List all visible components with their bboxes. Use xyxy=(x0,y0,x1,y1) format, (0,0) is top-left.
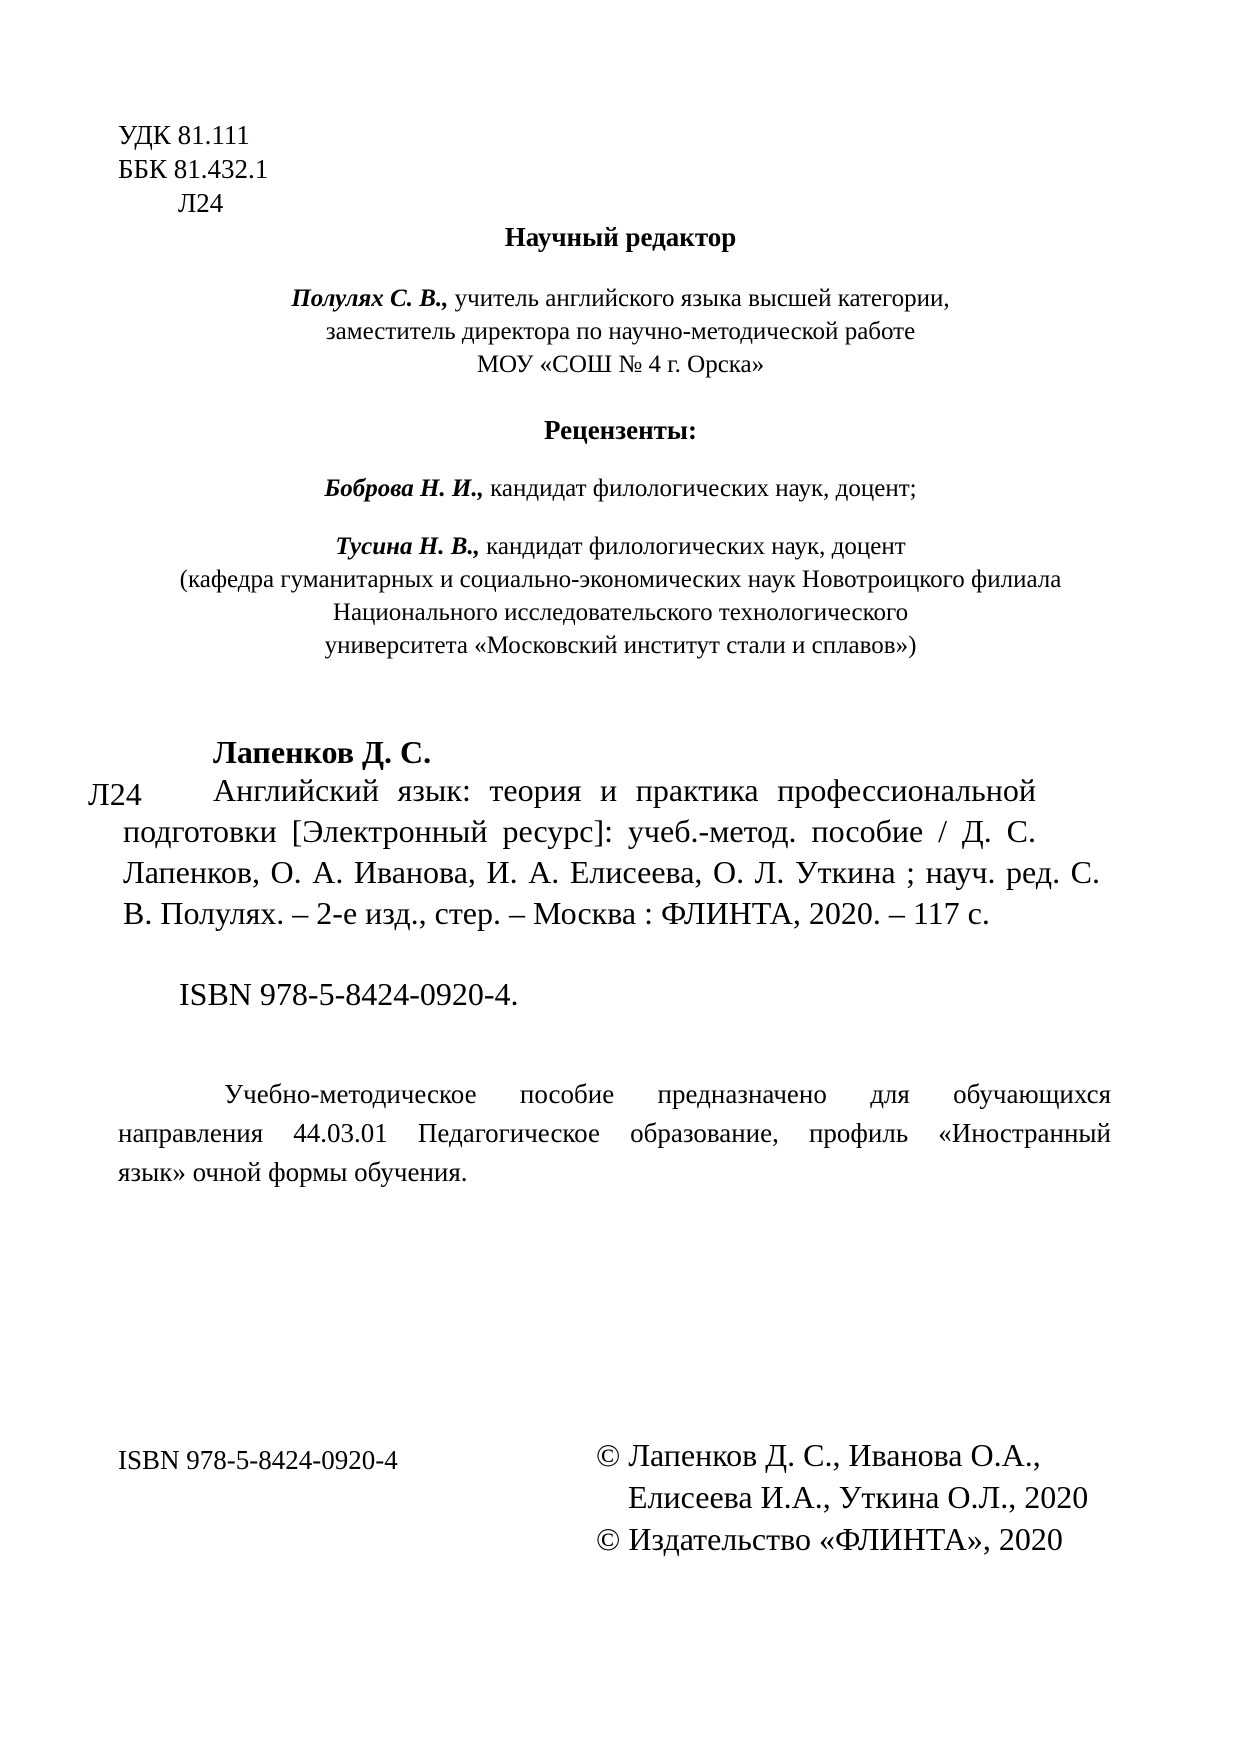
editor-heading: Научный редактор xyxy=(504,222,737,252)
copyright-authors-1: © Лапенков Д. С., Иванова О.А., xyxy=(596,1437,1041,1473)
catalog-line-1: Английский язык: теория и практика профессиональной xyxy=(213,772,1036,808)
copyright-publisher: © Издательство «ФЛИНТА», 2020 xyxy=(596,1521,1063,1557)
annotation-line-1: Учебно-методическое пособие предназначено для обучающихся xyxy=(224,1079,1111,1109)
reviewer-1-title: кандидат филологических наук, доцент; xyxy=(483,475,917,502)
editor-line-2: заместитель директора по научно-методической работе xyxy=(325,318,916,345)
annotation-line-2: направления 44.03.01 Педагогическое образование, профиль «Иностранный xyxy=(118,1118,1111,1148)
editor-line-3: МОУ «СОШ № 4 г. Орска» xyxy=(476,351,765,378)
editor-position: учитель английского языка высшей категории, xyxy=(448,285,950,312)
author-mark: Л24 xyxy=(178,188,224,218)
catalog-line-2: подготовки [Электронный ресурс]: учеб.-метод. пособие / Д. С. xyxy=(123,813,1036,849)
reviewer-2-line-2: (кафедра гуманитарных и социально-экономических наук Новотроицкого филиала xyxy=(179,566,1062,593)
catalog-line-4: В. Полулях. – 2-е изд., стер. – Москва : ФЛИНТА, 2020. – 117 с. xyxy=(123,895,990,931)
reviewer-1-name: Боброва Н. И., xyxy=(324,475,484,502)
catalog-isbn: ISBN 978-5-8424-0920-4. xyxy=(179,976,519,1012)
reviewer-2-name: Тусина Н. В., xyxy=(335,533,480,560)
reviewer-2-line-3: Национального исследовательского технологического xyxy=(332,599,909,626)
catalog-line-3: Лапенков, О. А. Иванова, И. А. Елисеева, О. Л. Уткина ; науч. ред. С. xyxy=(123,854,1100,890)
reviewers-heading: Рецензенты: xyxy=(544,415,697,445)
bbk-code: ББК 81.432.1 xyxy=(118,154,269,184)
reviewer-1 xyxy=(0,472,1241,505)
reviewer-2-title: кандидат филологических наук, доцент xyxy=(479,533,906,560)
annotation-line-3: язык» очной формы обучения. xyxy=(118,1157,468,1187)
editor-line-1 xyxy=(0,282,1241,315)
copyright-authors-2: Елисеева И.А., Уткина О.Л., 2020 xyxy=(628,1479,1089,1515)
reviewer-2 xyxy=(0,530,1241,563)
footer-isbn: ISBN 978-5-8424-0920-4 xyxy=(118,1445,398,1475)
editor-name: Полулях С. В., xyxy=(291,285,449,312)
catalog-code: Л24 xyxy=(88,776,142,812)
udk-code: УДК 81.111 xyxy=(118,120,250,150)
reviewer-2-line-4: университета «Московский институт стали и сплавов») xyxy=(324,632,917,659)
catalog-author: Лапенков Д. С. xyxy=(213,734,432,770)
